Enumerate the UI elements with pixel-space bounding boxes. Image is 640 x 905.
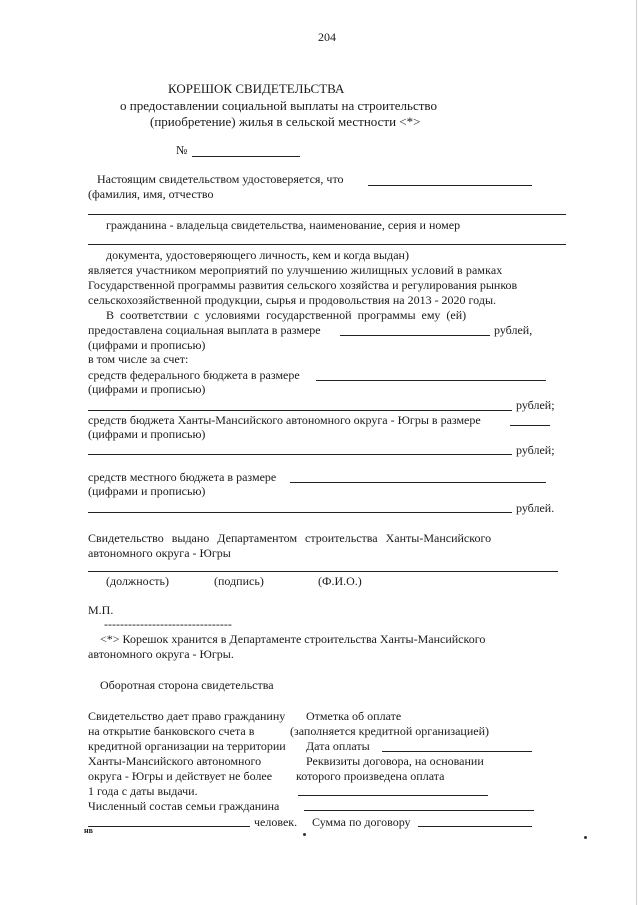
stamp-label: М.П. xyxy=(88,603,114,617)
hint-citizen: гражданина - владельца свидетельства, наименование, серия и номер xyxy=(106,218,461,232)
total-rubles: рублей, xyxy=(494,323,533,337)
reverse-left-4: Ханты-Мансийского автономного xyxy=(88,754,262,768)
family-extra-line xyxy=(304,810,534,811)
issued-line-2: автономного округа - Югры xyxy=(88,546,231,560)
scan-speck xyxy=(303,833,306,836)
reverse-left-6: 1 года с даты выдачи. xyxy=(88,784,198,798)
persons-label: человек. xyxy=(254,815,298,829)
signature-line xyxy=(88,571,558,572)
doc-subtitle-1: о предоставлении социальной выплаты на строительство xyxy=(120,98,437,113)
scan-speck xyxy=(584,836,587,839)
reverse-side-title: Оборотная сторона свидетельства xyxy=(100,678,274,692)
hint-fio: (фамилия, имя, отчество xyxy=(88,187,214,201)
contract-sum-line xyxy=(418,826,532,827)
including-text: в том числе за счет: xyxy=(88,352,189,366)
regional-rubles: рублей; xyxy=(516,443,555,457)
hint-amount-1: (цифрами и прописью) xyxy=(88,338,206,352)
number-label: № xyxy=(176,143,188,157)
federal-words-line xyxy=(88,410,512,411)
body-line-3: сельскохозяйственной продукции, сырья и продовольствия на 2013 - 2020 годы. xyxy=(88,293,497,307)
fio-line xyxy=(368,185,532,186)
reverse-right-5: которого произведена оплата xyxy=(296,769,445,783)
sig-name-label: (Ф.И.О.) xyxy=(318,574,362,588)
number-line xyxy=(192,156,300,157)
federal-text: средств федерального бюджета в размере xyxy=(88,368,300,382)
body-line-2: Государственной программы развития сельского хозяйства и регулирования рынков xyxy=(88,278,518,292)
local-rubles: рублей. xyxy=(516,501,555,515)
issued-line-1: Свидетельство выдано Департаментом строительства Ханты-Мансийского xyxy=(88,531,492,545)
footnote-line-2: автономного округа - Югры. xyxy=(88,647,234,661)
reverse-left-2: на открытие банковского счета в xyxy=(88,724,255,738)
regional-words-line xyxy=(88,454,512,455)
page-edge xyxy=(636,0,637,905)
federal-line xyxy=(316,380,546,381)
reverse-right-1: Отметка об оплате xyxy=(306,709,402,723)
contract-sum-label: Сумма по договору xyxy=(312,815,411,829)
page-number: 204 xyxy=(318,30,336,44)
citizen-line xyxy=(88,214,566,215)
doc-title: КОРЕШОК СВИДЕТЕЛЬСТВА xyxy=(168,81,345,96)
payment-date-line xyxy=(382,751,532,752)
reverse-left-3: кредитной организации на территории xyxy=(88,739,286,753)
reverse-left-5: округа - Югры и действует не более xyxy=(88,769,273,783)
footnote-separator: -------------------------------- xyxy=(104,617,232,631)
reverse-right-2: (заполняется кредитной организацией) xyxy=(290,724,490,738)
hint-amount-2: (цифрами и прописью) xyxy=(88,382,206,396)
corner-mark: нв xyxy=(84,826,93,835)
hint-amount-3: (цифрами и прописью) xyxy=(88,427,206,441)
body-line-1: является участником мероприятий по улучшению жилищных условий в рамках xyxy=(88,263,503,277)
reverse-right-3: Дата оплаты xyxy=(306,739,370,753)
reverse-left-1: Свидетельство дает право гражданину xyxy=(88,709,286,723)
doc-subtitle-2: (приобретение) жилья в сельской местности <*> xyxy=(150,114,421,129)
document-line xyxy=(88,244,566,245)
intro-text: Настоящим свидетельством удостоверяется, что xyxy=(97,172,344,186)
footnote-line-1: <*> Корешок хранится в Департаменте строительства Ханты-Мансийского xyxy=(100,632,486,646)
sig-position-label: (должность) xyxy=(106,574,169,588)
local-words-line xyxy=(88,512,512,513)
total-amount-line xyxy=(340,335,490,336)
hint-amount-4: (цифрами и прописью) xyxy=(88,484,206,498)
regional-text: средств бюджета Ханты-Мансийского автономного округа - Югры в размере xyxy=(88,413,481,427)
body-line-5: предоставлена социальная выплата в размере xyxy=(88,323,321,337)
body-line-4: В соответствии с условиями государственной программы ему (ей) xyxy=(106,308,467,322)
payment-basis-line xyxy=(298,795,488,796)
local-line xyxy=(290,482,546,483)
hint-document: документа, удостоверяющего личность, кем и когда выдан) xyxy=(106,248,409,262)
reverse-left-7: Численный состав семьи гражданина xyxy=(88,799,280,813)
regional-line xyxy=(510,425,550,426)
federal-rubles: рублей; xyxy=(516,398,555,412)
family-count-line xyxy=(88,826,250,827)
local-text: средств местного бюджета в размере xyxy=(88,470,277,484)
sig-signature-label: (подпись) xyxy=(214,574,264,588)
reverse-right-4: Реквизиты договора, на основании xyxy=(306,754,484,768)
